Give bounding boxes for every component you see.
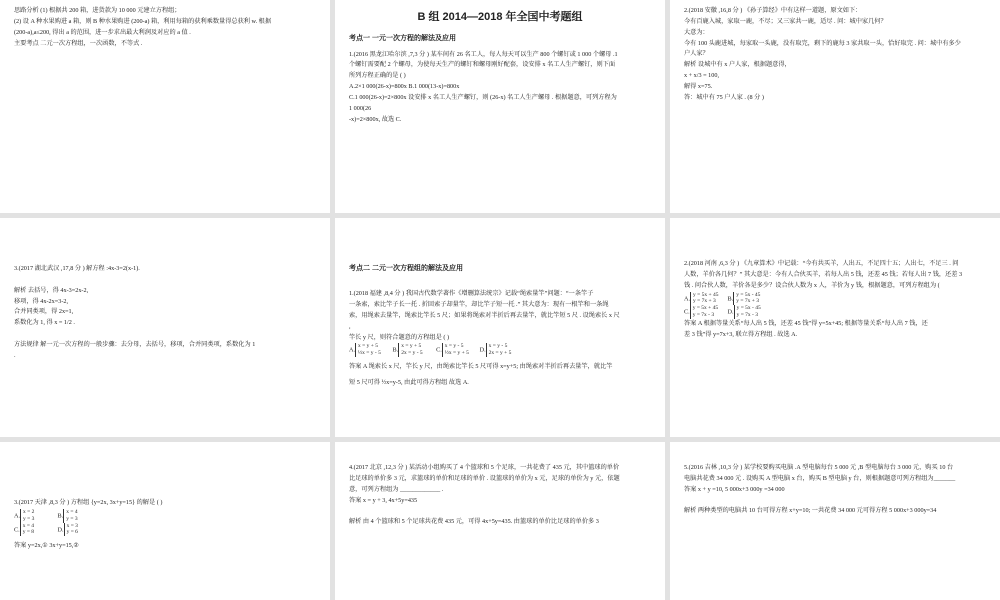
option-label: A. — [684, 294, 691, 302]
text-line — [14, 329, 316, 340]
option-line: A.2×1 000(26-x)=800x B.1 000(13-x)=800x — [349, 83, 460, 91]
text-line: 思路分析 (1) 根据共 200 箱，进货款为 10 000 元建立方程组； — [14, 7, 181, 14]
option-label: B. — [727, 294, 734, 302]
text-line: , — [349, 322, 351, 330]
equation-system: x = 4 y = 8 — [20, 523, 34, 537]
text-line: 个螺钉需要配 2 个螺母，为使每天生产的螺钉和螺母刚好配套，设安排 x 名工人生产螺钉，则下面 — [349, 61, 616, 69]
text-line: 4.(2017 北京 ,12,3 分 ) 某活动小组购买了 4 个篮球和 5 个足球，一共花费了 435 元，其中篮球的单价 — [349, 464, 620, 471]
section-title: 考点二 二元一次方程组的解法及应用 — [349, 265, 463, 272]
option-label: C. — [436, 346, 442, 354]
answer-line: 答案 y=2x,① 3x+y=15,② — [14, 542, 79, 550]
page-3 — [670, 0, 1000, 213]
text-line: 人数，羊价各几何？” 其大意是：今有人合伙买羊，若每人出 5 钱，还差 45 钱；若每人出 7 钱，还差 3 — [684, 270, 963, 278]
page-7 — [0, 442, 330, 600]
text-line: 解析 由 4 个篮球和 5 个足球共花费 435 元，可得 4x+5y=435. 由篮球的单价比足球的单价多 3 — [349, 518, 599, 526]
text-line: (2) 设 A 种水果购进 a 箱，则 B 种水果购进 (200-a) 箱，利用每箱的获利乘数量得总获利 w. 根据 — [14, 17, 272, 25]
text-line: -x)=2×800x, 故选 C. — [349, 115, 402, 123]
text-line: 系数化为 1, 得 x = 1/2 . — [14, 319, 75, 327]
equation-system: x = y - 5 2x = y + 5 — [486, 343, 512, 357]
page-8 — [335, 442, 665, 600]
text-line — [349, 506, 651, 517]
text-line: 合并同类项，得 2x=1, — [14, 308, 74, 316]
section-title: 考点一 一元一次方程的解法及应用 — [349, 35, 456, 43]
text-line: . — [14, 351, 16, 359]
text-line: 答：城中有 75 户人家 . (8 分 ) — [684, 93, 764, 101]
option-line: C.1 000(26-x)=2×800x 设安排 x 名工人生产螺钉，则 (26-x) 名工人生产螺母 . 根据题意，可列方程为 — [349, 93, 617, 101]
option-label: D. — [479, 346, 486, 354]
options-row — [349, 343, 651, 357]
text-line: (200-a),a≤200, 得出 a 的范围，进一步求出最大利润及对应的 a 值 . — [14, 28, 191, 36]
text-line: 3.(2017 天津 ,8,3 分 ) 方程组 {y=2x, 3x+y=15} 的解是 ( ) — [14, 499, 163, 506]
text-line: 5.(2016 吉林 ,10,3 分 ) 某学校要购买电脑 .A 型电脑每台 5 000 元 ,B 型电脑每台 3 000 元，购买 10 台 — [684, 464, 954, 471]
text-line: 主要考点 二元一次方程组，一次函数，不等式 . — [14, 39, 143, 47]
text-line: 钱 . 问合伙人数，羊价各是多少？设合伙人数为 x 人，羊价为 y 钱，根据题意，可列方程组为 ( — [684, 281, 940, 289]
equation-system: y = 5x - 45 y = 7x + 3 — [733, 292, 760, 306]
text-line: 移项，得 4x-2x=3-2, — [14, 297, 69, 305]
answer-line: 答案 x + y =10, 5 000x+3 000y =34 000 — [684, 485, 785, 493]
text-line: 解析 设城中有 x 户人家，根据题意得， — [684, 61, 791, 69]
option-label: B. — [57, 512, 64, 520]
text-line: 解析 去括号，得 4x-3=2x-2, — [14, 286, 89, 294]
text-line: 意，可列方程组为 _____________ . — [349, 485, 444, 493]
option-label: B. — [392, 346, 399, 354]
page-1 — [0, 0, 330, 213]
equation-line: x + x/3 = 100, — [684, 72, 719, 80]
text-line: 今有百鹿入城，家取一鹿，不尽；又三家共一鹿，适尽 . 问：城中家几何？ — [684, 17, 887, 25]
option-label: A. — [14, 512, 21, 520]
equation-system: y = 5x + 45 y = 7x - 3 — [690, 305, 718, 319]
text-line: 户人家？ — [684, 50, 709, 58]
text-line: 方法规律 解一元一次方程的一般步骤：去分母，去括号，移项，合并同类项，系数化为 1 — [14, 340, 256, 348]
text-line: 所列方程正确的是 ( ) — [349, 72, 406, 80]
page-4 — [0, 218, 330, 437]
options-row — [684, 305, 986, 319]
options-row — [14, 523, 316, 537]
answer-line: 答案 A 绳索长 x 尺，竿长 y 尺，由绳索比竿长 5 尺可得 x=y+5; 由绳索对半折后再去量竿，就比竿 — [349, 363, 613, 371]
text-line — [14, 275, 316, 286]
option-label: D. — [57, 525, 64, 533]
page-6 — [670, 218, 1000, 437]
text-line: 一条索，索比竿子长一托 . 折回索子却量竿，却比竿子短一托 .” 其大意为：现有一根竿和一条绳 — [349, 301, 609, 309]
text-line: 1 000(26 — [349, 104, 372, 112]
equation-system: x = 3 y = 6 — [64, 523, 78, 537]
option-label: C. — [14, 525, 20, 533]
equation-system: x = 4 y = 3 — [63, 509, 77, 523]
page-5 — [335, 218, 665, 437]
equation-system: x = y - 5 ½x = y + 5 — [442, 343, 469, 357]
option-label: A. — [349, 346, 356, 354]
text-line: 今有 100 头鹿进城，每家取一头鹿，没有取完，剩下的鹿每 3 家共取一头，恰好取完 . 问：城中有多少 — [684, 39, 961, 47]
option-label: C. — [684, 308, 690, 316]
answer-line: 答案 A 根据等量关系“每人出 5 钱，还差 45 钱”得 y=5x+45; 根据等量关系“每人出 7 钱，还 — [684, 320, 928, 328]
equation-system: x = 2 y = 3 — [20, 509, 34, 523]
text-line: 解得 x=75. — [684, 82, 713, 90]
text-line: 电脑共花费 34 000 元 . 设购买 A 型电脑 x 台，购买 B 型电脑 y 台，则根据题意可列方程组为_______ — [684, 474, 956, 482]
text-line: 比足球的单价多 3 元，求篮球的单价和足球的单价 . 设篮球的单价为 x 元，足球的单价为 y 元，依题 — [349, 474, 620, 482]
options-row — [684, 292, 986, 306]
page-2 — [335, 0, 665, 213]
text-line: 1.(2016 黑龙江哈尔滨 ,7,3 分 ) 某车间有 26 名工人，每人每天可以生产 800 个螺钉或 1 000 个螺母 .1 — [349, 50, 618, 58]
text-line: 2.(2018 安徽 ,16,8 分 ) 《孙子算经》中有这样一道题，原文如下： — [684, 7, 862, 14]
answer-line: 差 3 钱”得 y=7x+3, 联立得方程组 . 故选 A. — [684, 330, 798, 338]
equation-system: x = y + 5 2x = y - 5 — [398, 343, 422, 357]
answer-line: 短 5 尺可得 ½x=y-5, 由此可得方程组 故选 A. — [349, 379, 469, 387]
text-line: 1.(2018 福建 ,8,4 分 ) 我国古代数学著作《增删算法统宗》记载“绳索量竿”问题：“一条竿子 — [349, 290, 594, 298]
text-line: 解析 两种类型的电脑共 10 台可得方程 x+y=10; 一共花费 34 000 元可得方程 5 000x+3 000y=34 — [684, 507, 937, 515]
page-9 — [670, 442, 1000, 600]
text-line: 3.(2017 湖北武汉 ,17,8 分 ) 解方程 :4x-3=2(x-1). — [14, 265, 140, 272]
options-row — [14, 509, 316, 523]
text-line: 竿长 y 尺，则符合题意的方程组是 ( ) — [349, 333, 450, 341]
text-line: 2.(2018 河南 ,6,3 分 ) 《九章算术》中记载：“今有共买羊，人出五，不足四十五；人出七，不足三 . 问 — [684, 260, 959, 267]
text-line — [684, 496, 986, 507]
equation-system: y = 5x - 45 y = 7x - 3 — [734, 305, 761, 319]
text-line: 索，用绳索去量竿，绳索比竿长 5 尺；如果将绳索对半折后再去量竿，就比竿短 5 尺 . 设绳索长 x 尺 — [349, 311, 620, 319]
option-label: D. — [727, 308, 734, 316]
equation-system: x = y + 5 ½x = y - 5 — [355, 343, 381, 357]
equation-system: y = 5x + 45 y = 7x + 3 — [690, 292, 718, 306]
answer-line: 答案 x = y + 3, 4x+5y=435 — [349, 496, 418, 504]
text-line: 大意为： — [684, 28, 709, 36]
group-header: B 组 2014—2018 年全国中考题组 — [417, 11, 583, 23]
